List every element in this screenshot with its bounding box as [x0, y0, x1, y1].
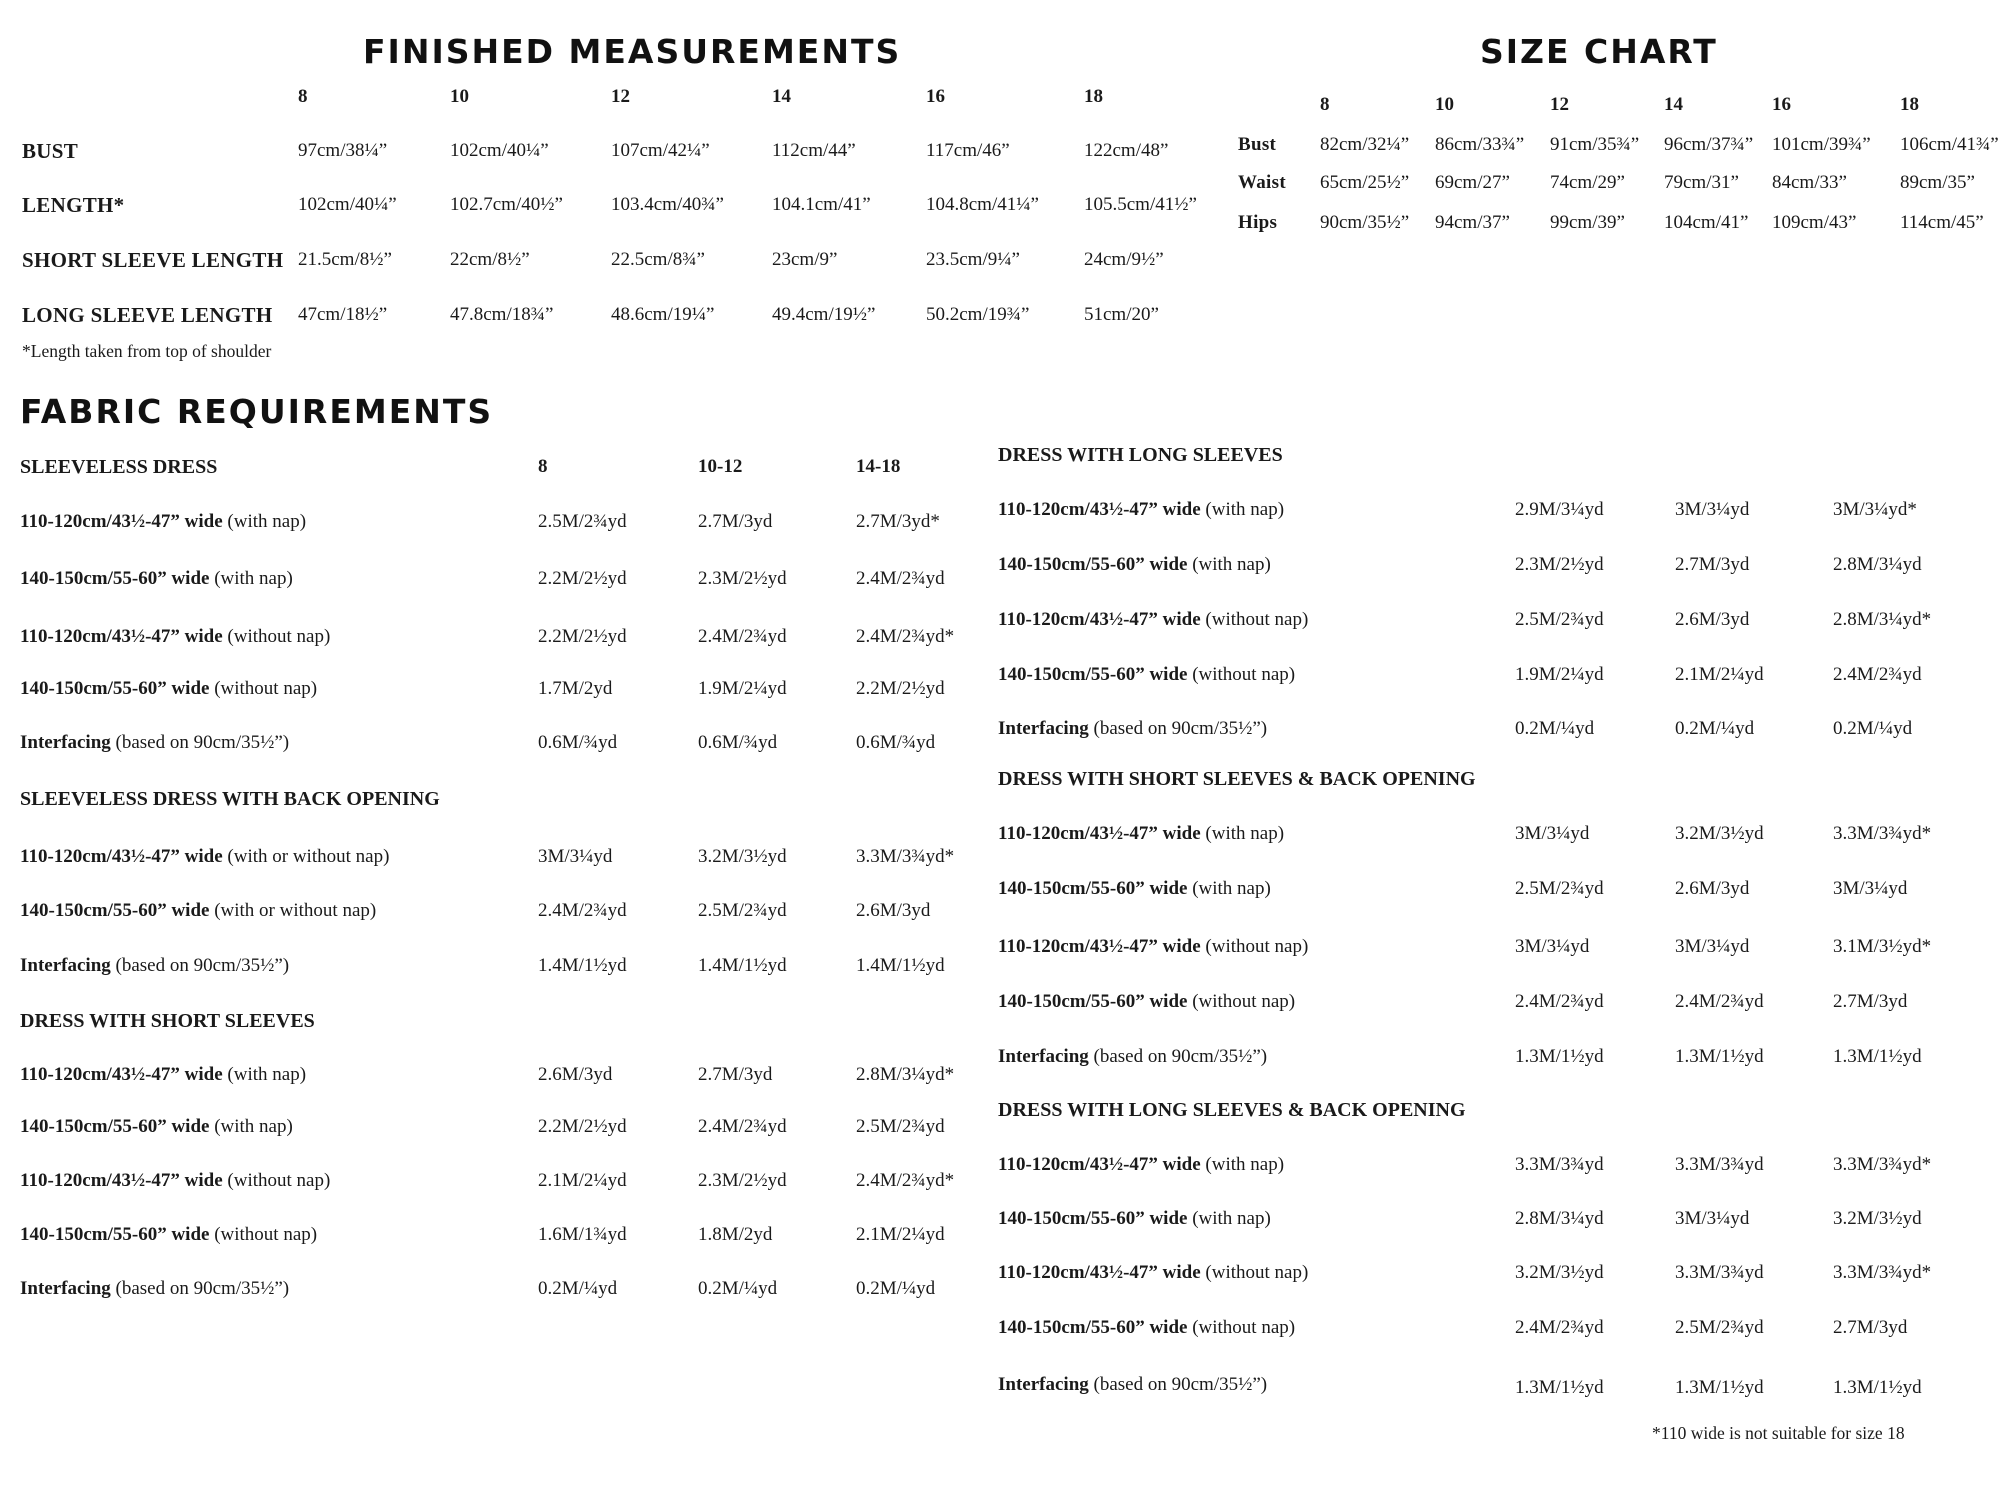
fabric-nap-note: (without nap) [1200, 936, 1309, 957]
fabric-quantity-cell: 3.2M/3½yd [1515, 1262, 1604, 1283]
fabric-nap-note: (based on 90cm/35½”) [110, 732, 290, 753]
finished-row-label: BUST [22, 139, 79, 163]
fabric-quantity-cell: 1.4M/1½yd [856, 955, 945, 976]
fabric-section-title: DRESS WITH LONG SLEEVES [998, 444, 1283, 466]
fabric-quantity-cell: 3M/3¼yd [1675, 1208, 1750, 1229]
fabric-width-label: Interfacing [20, 955, 111, 976]
finished-footnote: *Length taken from top of shoulder [22, 341, 272, 361]
size-chart-cell: 82cm/32¼” [1320, 134, 1410, 155]
fabric-section-title: DRESS WITH SHORT SLEEVES [20, 1010, 315, 1032]
fabric-quantity-cell: 2.6M/3yd [1675, 878, 1750, 899]
fabric-quantity-cell: 2.4M/2¾yd [1515, 1317, 1604, 1338]
finished-measurement-cell: 22.5cm/8¾” [611, 249, 705, 270]
size-chart-header: 12 [1550, 94, 1569, 115]
fabric-row-label [998, 1317, 1295, 1339]
fabric-quantity-cell: 0.6M/¾yd [856, 732, 936, 753]
fabric-quantity-cell: 2.4M/2¾yd [538, 900, 627, 921]
fabric-nap-note: (without nap) [1187, 991, 1296, 1012]
fabric-quantity-cell: 0.6M/¾yd [538, 732, 618, 753]
fabric-nap-note: (with nap) [222, 511, 307, 532]
fabric-width-label: 110-120cm/43½-47” wide [998, 499, 1201, 520]
fabric-quantity-cell: 2.3M/2½yd [698, 1170, 787, 1191]
finished-row-label: SHORT SLEEVE LENGTH [22, 248, 284, 272]
fabric-quantity-cell: 1.8M/2yd [698, 1224, 773, 1245]
fabric-nap-note: (with or without nap) [209, 900, 377, 921]
fabric-width-label: 140-150cm/55-60” wide [998, 1208, 1188, 1229]
size-chart-cell: 90cm/35½” [1320, 212, 1410, 233]
fabric-row-label [998, 1374, 1267, 1396]
finished-measurement-cell: 24cm/9½” [1084, 249, 1164, 270]
fabric-row-label [20, 1278, 289, 1300]
fabric-quantity-cell: 1.6M/1¾yd [538, 1224, 627, 1245]
fabric-quantity-cell: 2.6M/3yd [1675, 609, 1750, 630]
fabric-quantity-cell: 0.2M/¼yd [856, 1278, 936, 1299]
fabric-quantity-cell: 2.2M/2½yd [538, 626, 627, 647]
fabric-width-label: 140-150cm/55-60” wide [20, 1224, 210, 1245]
fabric-nap-note: (with nap) [1200, 499, 1285, 520]
fabric-quantity-cell: 0.6M/¾yd [698, 732, 778, 753]
fabric-row-label [998, 718, 1267, 740]
size-chart-row-label: Waist [1238, 172, 1286, 193]
fabric-width-label: 140-150cm/55-60” wide [998, 878, 1188, 899]
finished-measurement-cell: 117cm/46” [926, 140, 1010, 161]
size-chart-cell: 104cm/41” [1664, 212, 1749, 233]
finished-measurement-cell: 122cm/48” [1084, 140, 1169, 161]
fabric-quantity-cell: 2.8M/3¼yd* [856, 1064, 955, 1085]
finished-measurement-cell: 50.2cm/19¾” [926, 304, 1030, 325]
fabric-row-label [998, 823, 1284, 845]
fabric-nap-note: (with nap) [1187, 878, 1271, 899]
fabric-quantity-cell: 3M/3¼yd [1675, 936, 1750, 957]
fabric-row-label [20, 1064, 306, 1086]
fabric-width-label: 140-150cm/55-60” wide [20, 900, 210, 921]
fabric-width-label: 110-120cm/43½-47” wide [998, 1262, 1201, 1283]
finished-measurements-title: FINISHED MEASUREMENTS [363, 32, 902, 71]
fabric-quantity-cell: 2.8M/3¼yd [1833, 554, 1922, 575]
fabric-section-title: SLEEVELESS DRESS WITH BACK OPENING [20, 788, 440, 810]
fabric-footnote: *110 wide is not suitable for size 18 [1652, 1423, 1905, 1443]
fabric-size-header: 10-12 [698, 456, 743, 477]
fabric-nap-note: (with or without nap) [222, 846, 390, 867]
size-chart-cell: 94cm/37” [1435, 212, 1510, 233]
fabric-quantity-cell: 3.1M/3½yd* [1833, 936, 1932, 957]
fabric-nap-note: (with nap) [209, 1116, 293, 1137]
fabric-nap-note: (with nap) [1187, 554, 1271, 575]
fabric-quantity-cell: 3.3M/3¾yd* [856, 846, 955, 867]
size-chart-cell: 79cm/31” [1664, 172, 1739, 193]
finished-measurement-cell: 23cm/9” [772, 249, 838, 270]
fabric-quantity-cell: 3.3M/3¾yd* [1833, 1262, 1932, 1283]
fabric-quantity-cell: 2.5M/2¾yd [698, 900, 787, 921]
fabric-quantity-cell: 1.3M/1½yd [1515, 1377, 1604, 1398]
fabric-quantity-cell: 0.2M/¼yd [1833, 718, 1913, 739]
finished-measurement-cell: 47.8cm/18¾” [450, 304, 554, 325]
fabric-row-label [20, 846, 389, 868]
fabric-width-label: 110-120cm/43½-47” wide [998, 1154, 1201, 1175]
finished-measurement-cell: 104.8cm/41¼” [926, 194, 1039, 215]
fabric-quantity-cell: 3.2M/3½yd [1675, 823, 1764, 844]
fabric-quantity-cell: 2.2M/2½yd [538, 568, 627, 589]
fabric-quantity-cell: 1.4M/1½yd [538, 955, 627, 976]
fabric-quantity-cell: 3.2M/3½yd [1833, 1208, 1922, 1229]
finished-measurement-cell: 103.4cm/40¾” [611, 194, 724, 215]
fabric-nap-note: (without nap) [209, 678, 318, 699]
fabric-nap-note: (with nap) [209, 568, 293, 589]
size-chart-cell: 99cm/39” [1550, 212, 1625, 233]
size-chart-header: 8 [1320, 94, 1330, 115]
fabric-row-label [998, 1046, 1267, 1068]
finished-size-header: 16 [926, 86, 945, 107]
fabric-quantity-cell: 1.9M/2¼yd [698, 678, 787, 699]
fabric-nap-note: (with nap) [222, 1064, 307, 1085]
fabric-quantity-cell: 2.7M/3yd [1675, 554, 1750, 575]
fabric-width-label: 140-150cm/55-60” wide [20, 1116, 210, 1137]
fabric-quantity-cell: 0.2M/¼yd [1675, 718, 1755, 739]
fabric-quantity-cell: 1.4M/1½yd [698, 955, 787, 976]
size-chart-header: 18 [1900, 94, 1919, 115]
fabric-quantity-cell: 0.2M/¼yd [538, 1278, 618, 1299]
fabric-width-label: Interfacing [998, 718, 1089, 739]
fabric-quantity-cell: 2.6M/3yd [538, 1064, 613, 1085]
fabric-section-title: DRESS WITH LONG SLEEVES & BACK OPENING [998, 1099, 1466, 1121]
fabric-quantity-cell: 3.3M/3¾yd [1675, 1262, 1764, 1283]
finished-measurement-cell: 104.1cm/41” [772, 194, 871, 215]
fabric-quantity-cell: 2.5M/2¾yd [538, 511, 627, 532]
fabric-quantity-cell: 3M/3¼yd [1515, 936, 1590, 957]
finished-measurement-cell: 47cm/18½” [298, 304, 388, 325]
fabric-quantity-cell: 1.3M/1½yd [1675, 1377, 1764, 1398]
fabric-quantity-cell: 2.9M/3¼yd [1515, 499, 1604, 520]
finished-size-header: 8 [298, 86, 308, 107]
size-chart-cell: 69cm/27” [1435, 172, 1510, 193]
fabric-width-label: Interfacing [998, 1046, 1089, 1067]
fabric-nap-note: (without nap) [222, 1170, 331, 1191]
finished-measurement-cell: 102.7cm/40½” [450, 194, 563, 215]
size-chart-cell: 74cm/29” [1550, 172, 1625, 193]
fabric-width-label: 140-150cm/55-60” wide [20, 678, 210, 699]
fabric-row-label [998, 1262, 1308, 1284]
fabric-row-label [20, 900, 376, 922]
size-chart-header: 10 [1435, 94, 1454, 115]
fabric-nap-note: (without nap) [222, 626, 331, 647]
finished-row-label: LONG SLEEVE LENGTH [22, 303, 273, 327]
fabric-width-label: 110-120cm/43½-47” wide [20, 846, 223, 867]
fabric-quantity-cell: 0.2M/¼yd [698, 1278, 778, 1299]
fabric-nap-note: (based on 90cm/35½”) [1088, 1046, 1268, 1067]
size-chart-cell: 101cm/39¾” [1772, 134, 1871, 155]
fabric-nap-note: (without nap) [1200, 1262, 1309, 1283]
fabric-quantity-cell: 2.3M/2½yd [698, 568, 787, 589]
fabric-row-label [20, 1116, 293, 1138]
fabric-size-header: 14-18 [856, 456, 901, 477]
size-chart-cell: 106cm/41¾” [1900, 134, 1999, 155]
fabric-row-label [998, 991, 1295, 1013]
size-chart-cell: 86cm/33¾” [1435, 134, 1525, 155]
fabric-width-label: 110-120cm/43½-47” wide [20, 1064, 223, 1085]
finished-measurement-cell: 97cm/38¼” [298, 140, 388, 161]
fabric-quantity-cell: 2.7M/3yd [698, 511, 773, 532]
fabric-nap-note: (without nap) [1200, 609, 1309, 630]
finished-measurement-cell: 112cm/44” [772, 140, 856, 161]
size-chart-cell: 65cm/25½” [1320, 172, 1410, 193]
fabric-quantity-cell: 3M/3¼yd* [1833, 499, 1917, 520]
fabric-quantity-cell: 3.2M/3½yd [698, 846, 787, 867]
finished-measurement-cell: 107cm/42¼” [611, 140, 710, 161]
size-chart-cell: 109cm/43” [1772, 212, 1857, 233]
fabric-quantity-cell: 1.3M/1½yd [1515, 1046, 1604, 1067]
fabric-width-label: 110-120cm/43½-47” wide [20, 626, 223, 647]
fabric-width-label: 110-120cm/43½-47” wide [998, 823, 1201, 844]
fabric-nap-note: (based on 90cm/35½”) [110, 1278, 290, 1299]
fabric-width-label: 110-120cm/43½-47” wide [998, 936, 1201, 957]
fabric-width-label: 110-120cm/43½-47” wide [20, 1170, 223, 1191]
size-chart-title: SIZE CHART [1480, 32, 1718, 71]
fabric-quantity-cell: 2.5M/2¾yd [856, 1116, 945, 1137]
fabric-row-label [20, 511, 306, 533]
size-chart-header: 16 [1772, 94, 1791, 115]
fabric-quantity-cell: 2.8M/3¼yd [1515, 1208, 1604, 1229]
fabric-quantity-cell: 1.3M/1½yd [1833, 1046, 1922, 1067]
fabric-nap-note: (based on 90cm/35½”) [1088, 1374, 1268, 1395]
fabric-quantity-cell: 2.4M/2¾yd* [856, 626, 955, 647]
fabric-quantity-cell: 3M/3¼yd [538, 846, 613, 867]
fabric-width-label: Interfacing [20, 1278, 111, 1299]
fabric-quantity-cell: 3.3M/3¾yd [1675, 1154, 1764, 1175]
fabric-quantity-cell: 1.3M/1½yd [1675, 1046, 1764, 1067]
fabric-quantity-cell: 2.8M/3¼yd* [1833, 609, 1932, 630]
size-chart-row-label: Bust [1238, 134, 1277, 155]
fabric-quantity-cell: 2.5M/2¾yd [1515, 609, 1604, 630]
fabric-quantity-cell: 2.1M/2¼yd [856, 1224, 945, 1245]
fabric-row-label [20, 955, 289, 977]
fabric-section-title: SLEEVELESS DRESS [20, 456, 218, 478]
finished-size-header: 10 [450, 86, 469, 107]
fabric-quantity-cell: 2.1M/2¼yd [538, 1170, 627, 1191]
fabric-requirements-title: FABRIC REQUIREMENTS [20, 392, 494, 431]
fabric-quantity-cell: 2.5M/2¾yd [1675, 1317, 1764, 1338]
finished-measurement-cell: 105.5cm/41½” [1084, 194, 1197, 215]
fabric-nap-note: (with nap) [1200, 1154, 1285, 1175]
fabric-row-label [20, 678, 317, 700]
finished-size-header: 14 [772, 86, 791, 107]
fabric-quantity-cell: 2.7M/3yd [698, 1064, 773, 1085]
fabric-row-label [998, 554, 1271, 576]
finished-size-header: 18 [1084, 86, 1103, 107]
fabric-nap-note: (with nap) [1187, 1208, 1271, 1229]
fabric-row-label [998, 1208, 1271, 1230]
fabric-nap-note: (without nap) [209, 1224, 318, 1245]
fabric-row-label [20, 732, 289, 754]
fabric-quantity-cell: 1.7M/2yd [538, 678, 613, 699]
fabric-nap-note: (without nap) [1187, 1317, 1296, 1338]
finished-measurement-cell: 21.5cm/8½” [298, 249, 392, 270]
finished-measurement-cell: 102cm/40¼” [450, 140, 549, 161]
fabric-quantity-cell: 3M/3¼yd [1515, 823, 1590, 844]
size-chart-header: 14 [1664, 94, 1683, 115]
fabric-row-label [20, 1170, 330, 1192]
finished-measurement-cell: 102cm/40¼” [298, 194, 397, 215]
fabric-quantity-cell: 2.4M/2¾yd [698, 626, 787, 647]
fabric-width-label: 140-150cm/55-60” wide [998, 554, 1188, 575]
fabric-quantity-cell: 2.4M/2¾yd [698, 1116, 787, 1137]
finished-measurement-cell: 48.6cm/19¼” [611, 304, 715, 325]
fabric-row-label [998, 664, 1295, 686]
fabric-row-label [998, 499, 1284, 521]
fabric-row-label [20, 568, 293, 590]
fabric-quantity-cell: 3M/3¼yd [1675, 499, 1750, 520]
finished-measurement-cell: 23.5cm/9¼” [926, 249, 1020, 270]
fabric-row-label [998, 936, 1308, 958]
size-chart-row-label: Hips [1238, 212, 1278, 233]
finished-row-label: LENGTH* [22, 193, 125, 217]
fabric-nap-note: (based on 90cm/35½”) [110, 955, 290, 976]
fabric-nap-note: (based on 90cm/35½”) [1088, 718, 1268, 739]
fabric-quantity-cell: 2.1M/2¼yd [1675, 664, 1764, 685]
fabric-nap-note: (with nap) [1200, 823, 1285, 844]
finished-measurement-cell: 22cm/8½” [450, 249, 530, 270]
fabric-width-label: 110-120cm/43½-47” wide [20, 511, 223, 532]
fabric-width-label: 110-120cm/43½-47” wide [998, 609, 1201, 630]
size-chart-cell: 84cm/33” [1772, 172, 1847, 193]
fabric-quantity-cell: 3M/3¼yd [1833, 878, 1908, 899]
fabric-quantity-cell: 2.4M/2¾yd [1833, 664, 1922, 685]
fabric-row-label [998, 878, 1271, 900]
fabric-quantity-cell: 2.3M/2½yd [1515, 554, 1604, 575]
fabric-width-label: 140-150cm/55-60” wide [20, 568, 210, 589]
fabric-width-label: Interfacing [20, 732, 111, 753]
fabric-quantity-cell: 2.7M/3yd [1833, 1317, 1908, 1338]
fabric-quantity-cell: 2.4M/2¾yd [1675, 991, 1764, 1012]
fabric-quantity-cell: 0.2M/¼yd [1515, 718, 1595, 739]
fabric-width-label: 140-150cm/55-60” wide [998, 664, 1188, 685]
finished-size-header: 12 [611, 86, 630, 107]
fabric-quantity-cell: 1.3M/1½yd [1833, 1377, 1922, 1398]
fabric-quantity-cell: 2.2M/2½yd [856, 678, 945, 699]
fabric-quantity-cell: 3.3M/3¾yd* [1833, 1154, 1932, 1175]
fabric-quantity-cell: 2.5M/2¾yd [1515, 878, 1604, 899]
size-chart-cell: 91cm/35¾” [1550, 134, 1640, 155]
fabric-quantity-cell: 3.3M/3¾yd [1515, 1154, 1604, 1175]
size-chart-cell: 89cm/35” [1900, 172, 1975, 193]
fabric-section-title: DRESS WITH SHORT SLEEVES & BACK OPENING [998, 768, 1476, 790]
fabric-quantity-cell: 2.4M/2¾yd [856, 568, 945, 589]
fabric-width-label: 140-150cm/55-60” wide [998, 1317, 1188, 1338]
finished-measurement-cell: 51cm/20” [1084, 304, 1159, 325]
fabric-quantity-cell: 3.3M/3¾yd* [1833, 823, 1932, 844]
fabric-row-label [20, 1224, 317, 1246]
fabric-width-label: 140-150cm/55-60” wide [998, 991, 1188, 1012]
fabric-nap-note: (without nap) [1187, 664, 1296, 685]
fabric-row-label [998, 1154, 1284, 1176]
fabric-quantity-cell: 2.6M/3yd [856, 900, 931, 921]
size-chart-cell: 114cm/45” [1900, 212, 1984, 233]
fabric-quantity-cell: 2.4M/2¾yd* [856, 1170, 955, 1191]
fabric-quantity-cell: 2.7M/3yd* [856, 511, 940, 532]
fabric-size-header: 8 [538, 456, 548, 477]
fabric-width-label: Interfacing [998, 1374, 1089, 1395]
fabric-quantity-cell: 2.2M/2½yd [538, 1116, 627, 1137]
fabric-row-label [20, 626, 330, 648]
fabric-quantity-cell: 2.4M/2¾yd [1515, 991, 1604, 1012]
fabric-quantity-cell: 1.9M/2¼yd [1515, 664, 1604, 685]
finished-measurement-cell: 49.4cm/19½” [772, 304, 876, 325]
size-chart-cell: 96cm/37¾” [1664, 134, 1754, 155]
fabric-row-label [998, 609, 1308, 631]
fabric-quantity-cell: 2.7M/3yd [1833, 991, 1908, 1012]
